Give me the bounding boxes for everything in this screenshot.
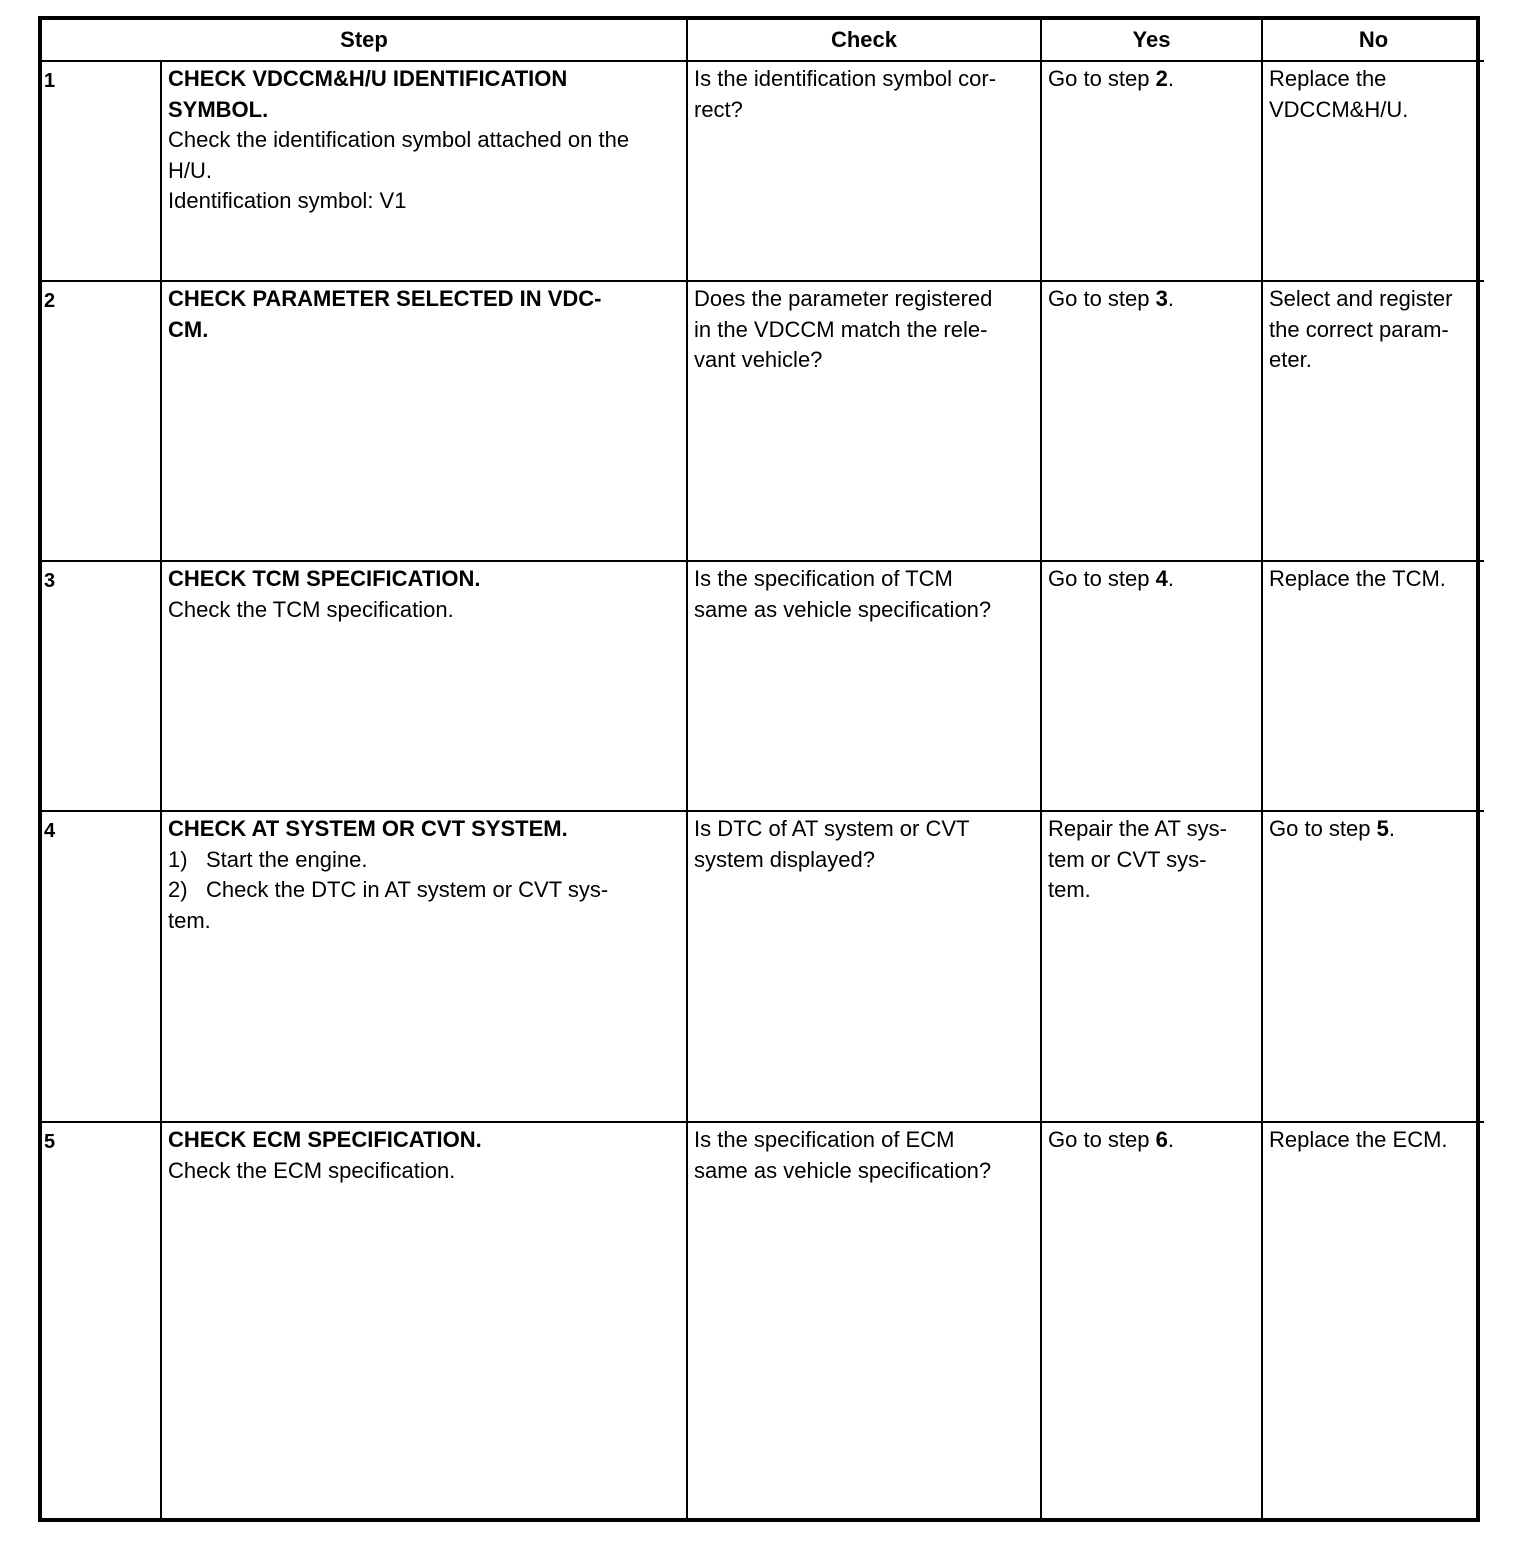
substep-index: 1) bbox=[168, 846, 188, 872]
step-description bbox=[161, 281, 687, 561]
no-action bbox=[1262, 61, 1484, 281]
yes-step-link[interactable]: 3 bbox=[1155, 286, 1168, 311]
step-description bbox=[161, 811, 687, 1122]
table-row bbox=[42, 561, 1484, 811]
step-text: tem. bbox=[168, 907, 211, 933]
step-description bbox=[161, 1122, 687, 1518]
header-no: No bbox=[1262, 20, 1484, 61]
check-question bbox=[687, 561, 1041, 811]
table-row bbox=[42, 811, 1484, 1122]
check-text: Is the specification of ECM bbox=[694, 1127, 955, 1152]
step-number: 4 bbox=[42, 811, 161, 1122]
yes-suffix: . bbox=[1167, 66, 1174, 91]
no-action bbox=[1262, 561, 1484, 811]
yes-text: tem or CVT sys- bbox=[1048, 846, 1207, 872]
check-text: same as vehicle specification? bbox=[694, 596, 992, 622]
no-text: Replace the TCM. bbox=[1269, 566, 1446, 591]
diagnostic-table-frame bbox=[38, 16, 1480, 1522]
yes-text: Go to step bbox=[1048, 1127, 1156, 1152]
check-question bbox=[687, 1122, 1041, 1518]
yes-text: Repair the AT sys- bbox=[1048, 816, 1227, 841]
yes-text: Go to step bbox=[1048, 566, 1156, 591]
step-title: CM. bbox=[168, 316, 209, 342]
table-row bbox=[42, 61, 1484, 281]
step-title: CHECK VDCCM&H/U IDENTIFICATION bbox=[168, 66, 568, 91]
header-yes: Yes bbox=[1041, 20, 1262, 61]
step-description bbox=[161, 61, 687, 281]
step-text: Check the TCM specification. bbox=[168, 596, 454, 622]
no-step-link[interactable]: 5 bbox=[1376, 816, 1389, 841]
step-description bbox=[161, 561, 687, 811]
yes-text: tem. bbox=[1048, 877, 1091, 902]
check-text: same as vehicle specification? bbox=[694, 1157, 992, 1183]
step-title: CHECK PARAMETER SELECTED IN VDC- bbox=[168, 286, 602, 311]
no-text: Go to step bbox=[1269, 816, 1377, 841]
no-text: eter. bbox=[1269, 347, 1312, 372]
yes-suffix: . bbox=[1167, 286, 1174, 311]
no-text: the correct param- bbox=[1269, 316, 1449, 342]
table-row bbox=[42, 281, 1484, 561]
yes-text: Go to step bbox=[1048, 66, 1156, 91]
check-question bbox=[687, 811, 1041, 1122]
no-text: VDCCM&H/U. bbox=[1269, 96, 1409, 122]
no-action bbox=[1262, 281, 1484, 561]
yes-action bbox=[1041, 561, 1262, 811]
no-action bbox=[1262, 1122, 1484, 1518]
step-text: H/U. bbox=[168, 157, 212, 183]
yes-step-link[interactable]: 4 bbox=[1155, 566, 1168, 591]
yes-action bbox=[1041, 61, 1262, 281]
step-text: Identification symbol: V1 bbox=[168, 188, 407, 213]
yes-step-link[interactable]: 6 bbox=[1155, 1127, 1168, 1152]
yes-action bbox=[1041, 1122, 1262, 1518]
step-title: CHECK AT SYSTEM OR CVT SYSTEM. bbox=[168, 816, 568, 841]
check-text: Is the specification of TCM bbox=[694, 566, 953, 591]
yes-action bbox=[1041, 811, 1262, 1122]
no-text: Replace the bbox=[1269, 66, 1387, 91]
check-question bbox=[687, 281, 1041, 561]
step-number: 5 bbox=[42, 1122, 161, 1518]
substep-index: 2) bbox=[168, 877, 188, 902]
check-question bbox=[687, 61, 1041, 281]
diagnostic-table bbox=[42, 20, 1484, 1518]
yes-suffix: . bbox=[1167, 1127, 1174, 1152]
substep bbox=[168, 845, 680, 876]
check-text: Does the parameter registered bbox=[694, 286, 993, 311]
yes-suffix: . bbox=[1167, 566, 1174, 591]
no-text: Replace the ECM. bbox=[1269, 1127, 1448, 1152]
step-number: 2 bbox=[42, 281, 161, 561]
substep-text: Start the engine. bbox=[206, 846, 368, 872]
step-number: 1 bbox=[42, 61, 161, 281]
no-action bbox=[1262, 811, 1484, 1122]
step-title: CHECK ECM SPECIFICATION. bbox=[168, 1127, 482, 1152]
no-suffix: . bbox=[1388, 816, 1395, 841]
substep-text: Check the DTC in AT system or CVT sys- bbox=[206, 877, 609, 902]
check-text: Is DTC of AT system or CVT bbox=[694, 816, 970, 841]
no-text: Select and register bbox=[1269, 286, 1453, 311]
check-text: in the VDCCM match the rele- bbox=[694, 316, 988, 342]
header-check: Check bbox=[687, 20, 1041, 61]
step-text: Check the identification symbol attached on the bbox=[168, 127, 630, 152]
check-text: Is the identification symbol cor- bbox=[694, 66, 997, 91]
check-text: system displayed? bbox=[694, 846, 875, 872]
step-title: SYMBOL. bbox=[168, 96, 269, 122]
header-row bbox=[42, 20, 1484, 61]
yes-text: Go to step bbox=[1048, 286, 1156, 311]
check-text: rect? bbox=[694, 96, 743, 122]
header-step: Step bbox=[42, 20, 687, 61]
step-number: 3 bbox=[42, 561, 161, 811]
table-row bbox=[42, 1122, 1484, 1518]
check-text: vant vehicle? bbox=[694, 347, 823, 372]
step-title: CHECK TCM SPECIFICATION. bbox=[168, 566, 481, 591]
yes-action bbox=[1041, 281, 1262, 561]
substep bbox=[168, 875, 680, 906]
yes-step-link[interactable]: 2 bbox=[1155, 66, 1168, 91]
step-text: Check the ECM specification. bbox=[168, 1157, 456, 1183]
